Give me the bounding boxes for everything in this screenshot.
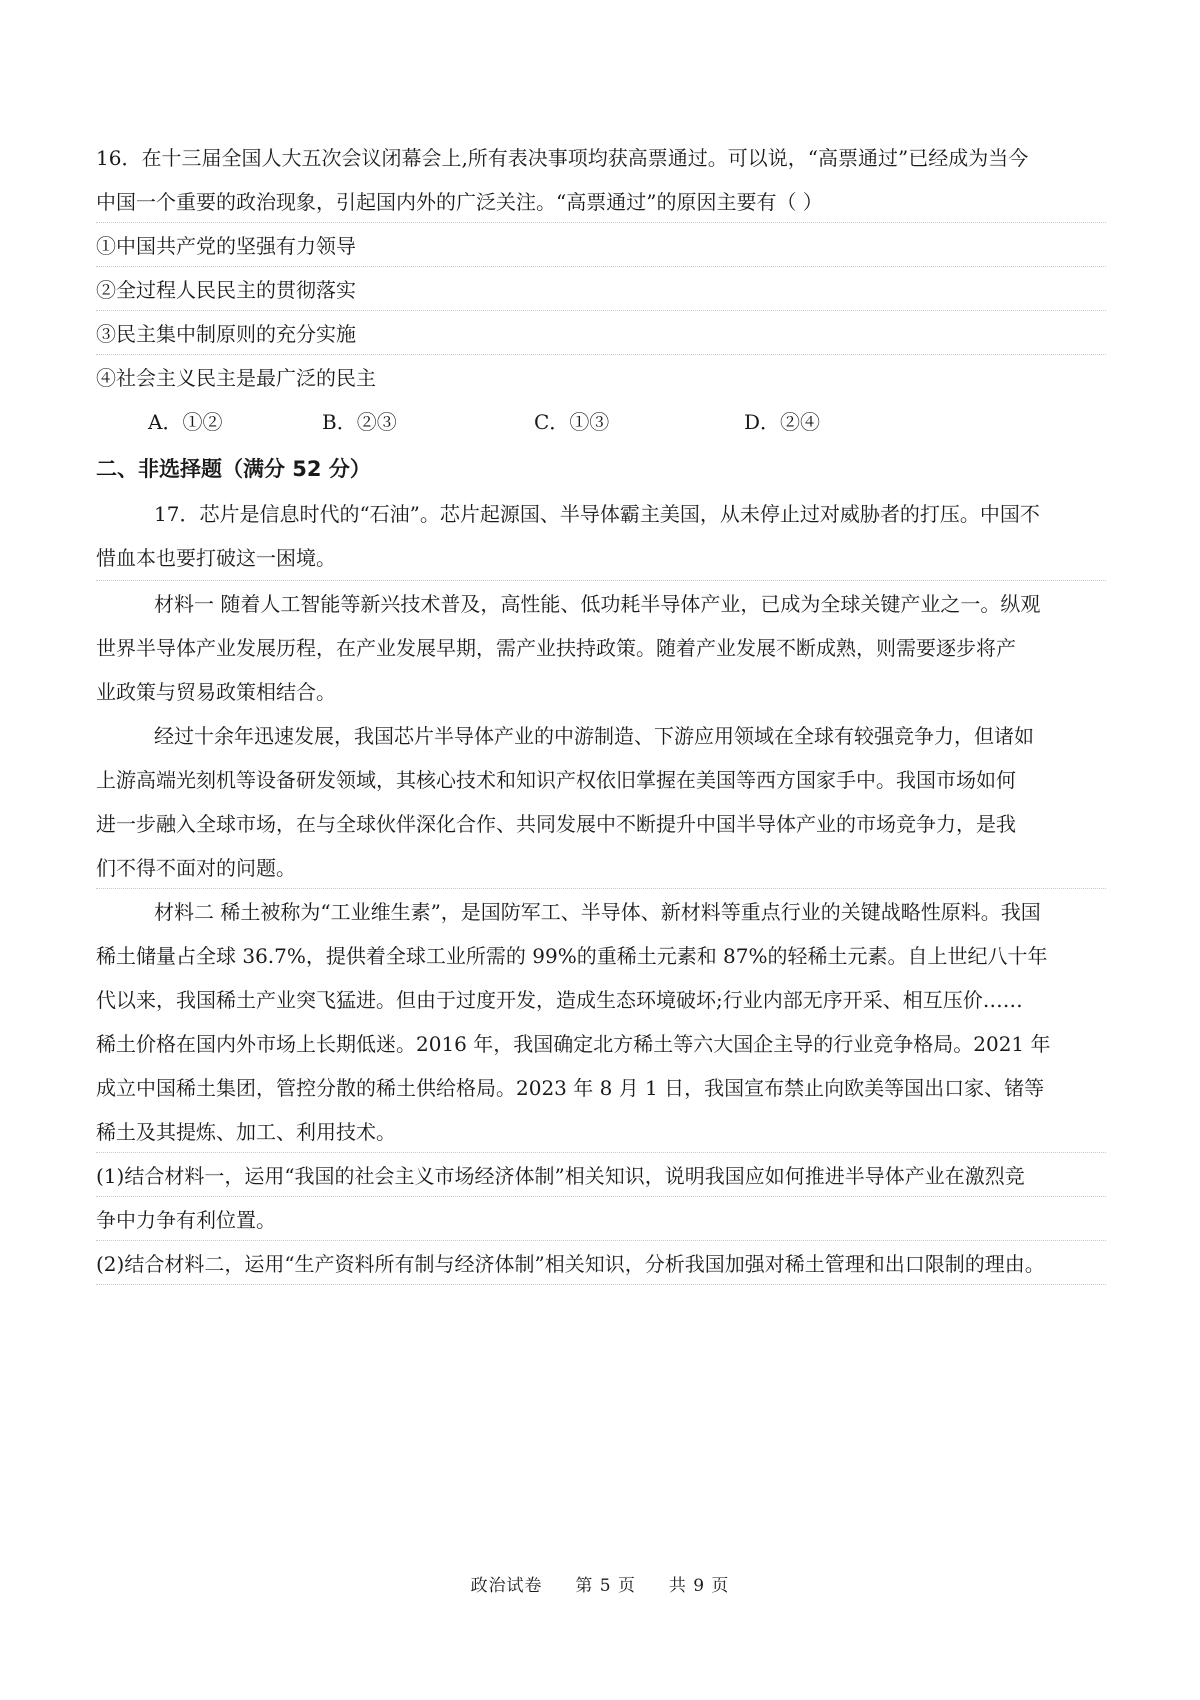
option-letter: B． [322, 410, 357, 434]
material1-p2-line3: 进一步融入全球市场，在与全球伙伴深化合作、共同发展中不断提升中国半导体产业的市场竞争力，是我 [96, 812, 1016, 836]
q17-intro-line1: 17．芯片是信息时代的“石油”。芯片起源国、半导体霸主美国，从未停止过对威胁者的打压。中国不 [154, 502, 1040, 526]
material2-line1: 材料二 稀土被称为“工业维生素”，是国防军工、半导体、新材料等重点行业的关键战略性原料。我国 [154, 900, 1041, 924]
material2-line3: 代以来，我国稀土产业突飞猛进。但由于过度开发，造成生态环境破坏;行业内部无序开采、相互压价…… [96, 988, 1023, 1012]
dotted-rule [96, 1240, 1106, 1241]
q16-statement-3: ③民主集中制原则的充分实施 [96, 322, 356, 346]
q16-statement-1: ①中国共产党的坚强有力领导 [96, 234, 356, 258]
q16-option-a [148, 408, 222, 436]
material1-p1-line3: 业政策与贸易政策相结合。 [96, 680, 336, 704]
q16-stem-line1: 16．在十三届全国人大五次会议闭幕会上,所有表决事项均获高票通过。可以说，“高票通过”已经成为当今 [96, 146, 1029, 170]
material1-p2-line4: 们不得不面对的问题。 [96, 856, 296, 880]
q16-statement-4: ④社会主义民主是最广泛的民主 [96, 366, 376, 390]
q17-sub1-line2: 争中力争有利位置。 [96, 1208, 276, 1232]
dotted-rule [96, 1196, 1106, 1197]
option-letter: A． [148, 410, 183, 434]
material1-p1-line2: 世界半导体产业发展历程，在产业发展早期，需产业扶持政策。随着产业发展不断成熟，则需要逐步将产 [96, 636, 1016, 660]
q17-sub2: (2)结合材料二，运用“生产资料所有制与经济体制”相关知识，分析我国加强对稀土管理和出口限制的理由。 [96, 1252, 1045, 1276]
q16-stem-line2: 中国一个重要的政治现象，引起国内外的广泛关注。“高票通过”的原因主要有（ ） [96, 190, 823, 214]
footer-page-number: 第 5 页 [575, 1576, 636, 1596]
footer-total-pages: 共 9 页 [668, 1576, 730, 1596]
q16-option-b [322, 408, 397, 436]
material2-line2: 稀土储量占全球 36.7%，提供着全球工业所需的 99%的重稀土元素和 87%的轻稀土元素。自上世纪八十年 [96, 944, 1048, 968]
dotted-rule [96, 310, 1106, 311]
dotted-rule [96, 354, 1106, 355]
option-letter: C． [534, 410, 570, 434]
material2-line5: 成立中国稀土集团，管控分散的稀土供给格局。2023 年 8 月 1 日，我国宣布禁止向欧美等国出口家、锗等 [96, 1076, 1045, 1100]
material1-p1-line1: 材料一 随着人工智能等新兴技术普及，高性能、低功耗半导体产业，已成为全球关键产业之一。纵观 [154, 592, 1041, 616]
dotted-rule [96, 1152, 1106, 1153]
q16-option-d [744, 408, 820, 436]
option-text: ①③ [569, 410, 610, 434]
material2-line4: 稀土价格在国内外市场上长期低迷。2016 年，我国确定北方稀土等六大国企主导的行业竞争格局。2021 年 [96, 1032, 1051, 1056]
option-text: ①② [182, 410, 223, 434]
q17-intro-line2: 惜血本也要打破这一困境。 [96, 546, 336, 570]
page-footer [0, 1574, 1200, 1598]
footer-subject: 政治试卷 [470, 1576, 543, 1596]
material1-p2-line2: 上游高端光刻机等设备研发领域，其核心技术和知识产权依旧掌握在美国等西方国家手中。我国市场如何 [96, 768, 1016, 792]
dotted-rule [96, 888, 1106, 889]
dotted-rule [96, 266, 1106, 267]
q17-sub1-line1: (1)结合材料一，运用“我国的社会主义市场经济体制”相关知识，说明我国应如何推进半导体产业在激烈竞 [96, 1164, 1025, 1188]
option-text: ②④ [780, 410, 821, 434]
section-heading: 二、非选择题（满分 52 分） [96, 457, 371, 481]
dotted-rule [96, 580, 1106, 581]
option-text: ②③ [356, 410, 397, 434]
material1-p2-line1: 经过十余年迅速发展，我国芯片半导体产业的中游制造、下游应用领域在全球有较强竞争力，但诸如 [154, 724, 1034, 748]
option-letter: D． [744, 410, 781, 434]
material2-line6: 稀土及其提炼、加工、利用技术。 [96, 1120, 396, 1144]
dotted-rule [96, 1284, 1106, 1285]
q16-statement-2: ②全过程人民民主的贯彻落实 [96, 278, 356, 302]
q16-option-c [534, 408, 609, 436]
dotted-rule [96, 222, 1106, 223]
